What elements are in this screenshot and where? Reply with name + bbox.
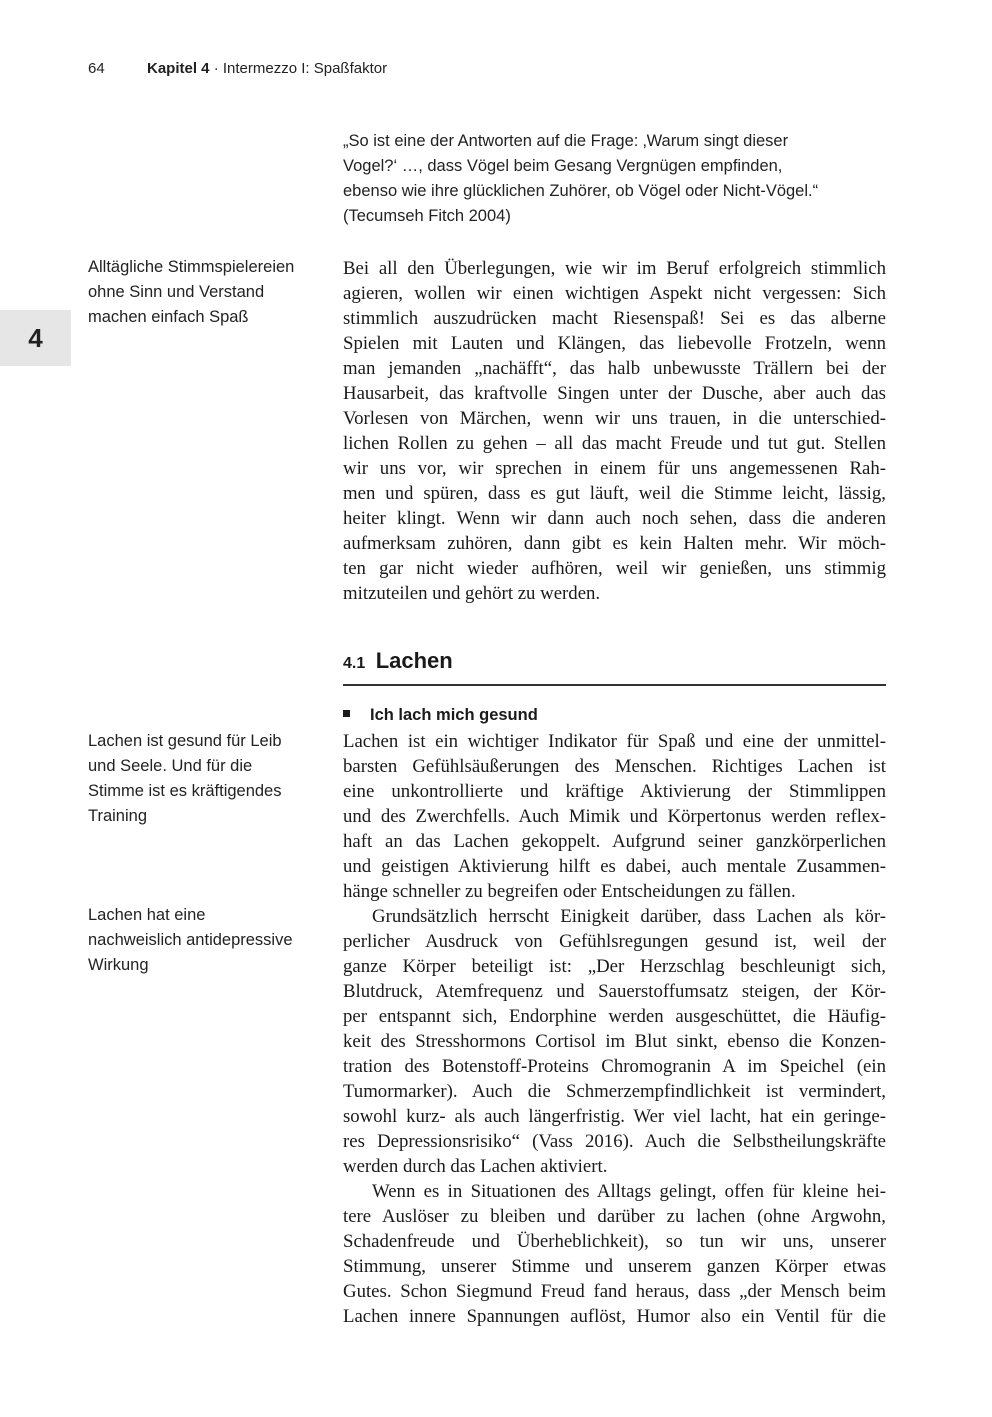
text-line: tration des Botenstoff-Proteins Chromogranin A im Speichel (ein xyxy=(343,1056,886,1077)
text-line: aufmerksam zuhören, dann gibt es kein Halten mehr. Wir möch- xyxy=(343,533,886,554)
square-bullet-icon xyxy=(343,710,350,717)
margin-note-line: und Seele. Und für die xyxy=(88,757,253,775)
text-line: barsten Gefühlsäußerungen des Menschen. Richtiges Lachen ist xyxy=(343,756,886,777)
text-line: stimmlich auszudrücken macht Riesenspaß! Sei es das alberne xyxy=(343,308,886,329)
text-line: Schadenfreude und Überheblichkeit), so tun wir uns, unserer xyxy=(343,1231,886,1252)
text-line: per entspannt sich, Endorphine werden ausgeschüttet, die Häufig- xyxy=(343,1006,886,1027)
text-line: Stimmung, unserer Stimme und unserem ganzen Körper etwas xyxy=(343,1256,886,1277)
text-line: und des Zwerchfells. Auch Mimik und Körpertonus werden reflex- xyxy=(343,806,886,827)
text-line: Spielen mit Lauten und Klängen, das liebevolle Frotzeln, wenn xyxy=(343,333,886,354)
margin-note-line: machen einfach Spaß xyxy=(88,308,249,326)
margin-note-antidepressive xyxy=(88,903,326,978)
text-line: Lachen innere Spannungen auflöst, Humor also ein Ventil für die xyxy=(343,1306,886,1327)
body-paragraph-2 xyxy=(343,904,886,1179)
text-line: heiter klingt. Wenn wir dann auch noch sehen, dass die anderen xyxy=(343,508,886,529)
section-number: 4.1 xyxy=(343,655,366,672)
margin-note-line: Stimme ist es kräftigendes xyxy=(88,782,282,800)
epigraph-quote xyxy=(343,129,888,229)
margin-note-line: Wirkung xyxy=(88,956,149,974)
text-line: lichen Rollen zu gehen – all das macht Freude und tut gut. Stellen xyxy=(343,433,886,454)
text-line: ganze Körper beteiligt ist: „Der Herzschlag beschleunigt sich, xyxy=(343,956,886,977)
margin-note-line: ohne Sinn und Verstand xyxy=(88,283,265,301)
margin-note-line: Training xyxy=(88,807,147,825)
text-line: men und spüren, dass es gut läuft, weil die Stimme leicht, lässig, xyxy=(343,483,886,504)
text-line: haft an das Lachen gekoppelt. Aufgrund seiner ganzkörperlichen xyxy=(343,831,886,852)
epigraph-line: „So ist eine der Antworten auf die Frage: ‚Warum singt dieser xyxy=(343,132,789,150)
text-line: Bei all den Überlegungen, wie wir im Beruf erfolgreich stimmlich xyxy=(343,258,886,279)
text-line: keit des Stresshormons Cortisol im Blut sinkt, ebenso die Konzen- xyxy=(343,1031,886,1052)
chapter-tab: 4 xyxy=(0,310,71,366)
text-line: hänge schneller zu begreifen oder Entscheidungen zu fällen. xyxy=(343,881,796,902)
page-number: 64 xyxy=(88,60,105,77)
margin-note-line: nachweislich antidepressive xyxy=(88,931,293,949)
margin-note-laughing-healthy xyxy=(88,729,326,829)
chapter-title: Intermezzo I: Spaßfaktor xyxy=(222,60,388,77)
text-line: perlicher Ausdruck von Gefühlsregungen gesund ist, weil der xyxy=(343,931,886,952)
text-line: ten gar nicht wieder aufhören, weil wir genießen, uns stimmig xyxy=(343,558,886,579)
text-line: Lachen ist ein wichtiger Indikator für Spaß und eine der unmittel- xyxy=(343,731,886,752)
epigraph-line: ebenso wie ihre glücklichen Zuhörer, ob Vögel oder Nicht-Vögel.“ xyxy=(343,182,819,200)
text-line: tere Auslöser zu bleiben und darüber zu lachen (ohne Argwohn, xyxy=(343,1206,886,1227)
epigraph-source: (Tecumseh Fitch 2004) xyxy=(343,207,511,225)
text-line: Tumormarker). Auch die Schmerzempfindlichkeit ist vermindert, xyxy=(343,1081,886,1102)
text-line: Wenn es in Situationen des Alltags gelingt, offen für kleine hei- xyxy=(372,1181,886,1202)
body-paragraph-3 xyxy=(343,1179,886,1329)
text-line: Hausarbeit, das kraftvolle Singen unter der Dusche, aber auch das xyxy=(343,383,886,404)
text-line: werden durch das Lachen aktiviert. xyxy=(343,1156,608,1177)
text-line: agieren, wollen wir einen wichtigen Aspekt nicht vergessen: Sich xyxy=(343,283,886,304)
subsection-heading xyxy=(343,703,538,728)
text-line: Grundsätzlich herrscht Einigkeit darüber, dass Lachen als kör- xyxy=(372,906,886,927)
text-line: mitzuteilen und gehört zu werden. xyxy=(343,583,601,604)
chapter-label: Kapitel 4 xyxy=(147,60,210,77)
section-title: Lachen xyxy=(375,648,453,673)
text-line: man jemanden „nachäfft“, das halb unbewusste Trällern bei der xyxy=(343,358,886,379)
margin-note-line: Lachen ist gesund für Leib xyxy=(88,732,282,750)
header-separator: · xyxy=(209,60,223,77)
subsection-title: Ich lach mich gesund xyxy=(370,706,538,724)
running-header xyxy=(88,60,387,77)
intro-paragraph xyxy=(343,256,886,606)
margin-note-line: Lachen hat eine xyxy=(88,906,206,924)
text-line: sowohl kurz- als auch längerfristig. Wer viel lacht, hat ein geringe- xyxy=(343,1106,886,1127)
text-line: wir uns vor, wir sprechen in einem für uns angemessenen Rah- xyxy=(343,458,886,479)
section-heading xyxy=(343,648,886,686)
epigraph-line: Vogel?‘ …, dass Vögel beim Gesang Vergnügen empfinden, xyxy=(343,157,783,175)
text-line: eine unkontrollierte und kräftige Aktivierung der Stimmlippen xyxy=(343,781,886,802)
text-line: Vorlesen von Märchen, wenn wir uns trauen, in die unterschied- xyxy=(343,408,886,429)
margin-note-line: Alltägliche Stimmspielereien xyxy=(88,258,295,276)
text-line: Gutes. Schon Siegmund Freud fand heraus, dass „der Mensch beim xyxy=(343,1281,886,1302)
body-paragraph-1 xyxy=(343,729,886,904)
text-line: und geistigen Aktivierung hilft es dabei, auch mentale Zusammen- xyxy=(343,856,886,877)
text-line: res Depressionsrisiko“ (Vass 2016). Auch die Selbstheilungskräfte xyxy=(343,1131,886,1152)
text-line: Blutdruck, Atemfrequenz und Sauerstoffumsatz steigen, der Kör- xyxy=(343,981,886,1002)
margin-note-everyday-voice-play xyxy=(88,255,326,330)
